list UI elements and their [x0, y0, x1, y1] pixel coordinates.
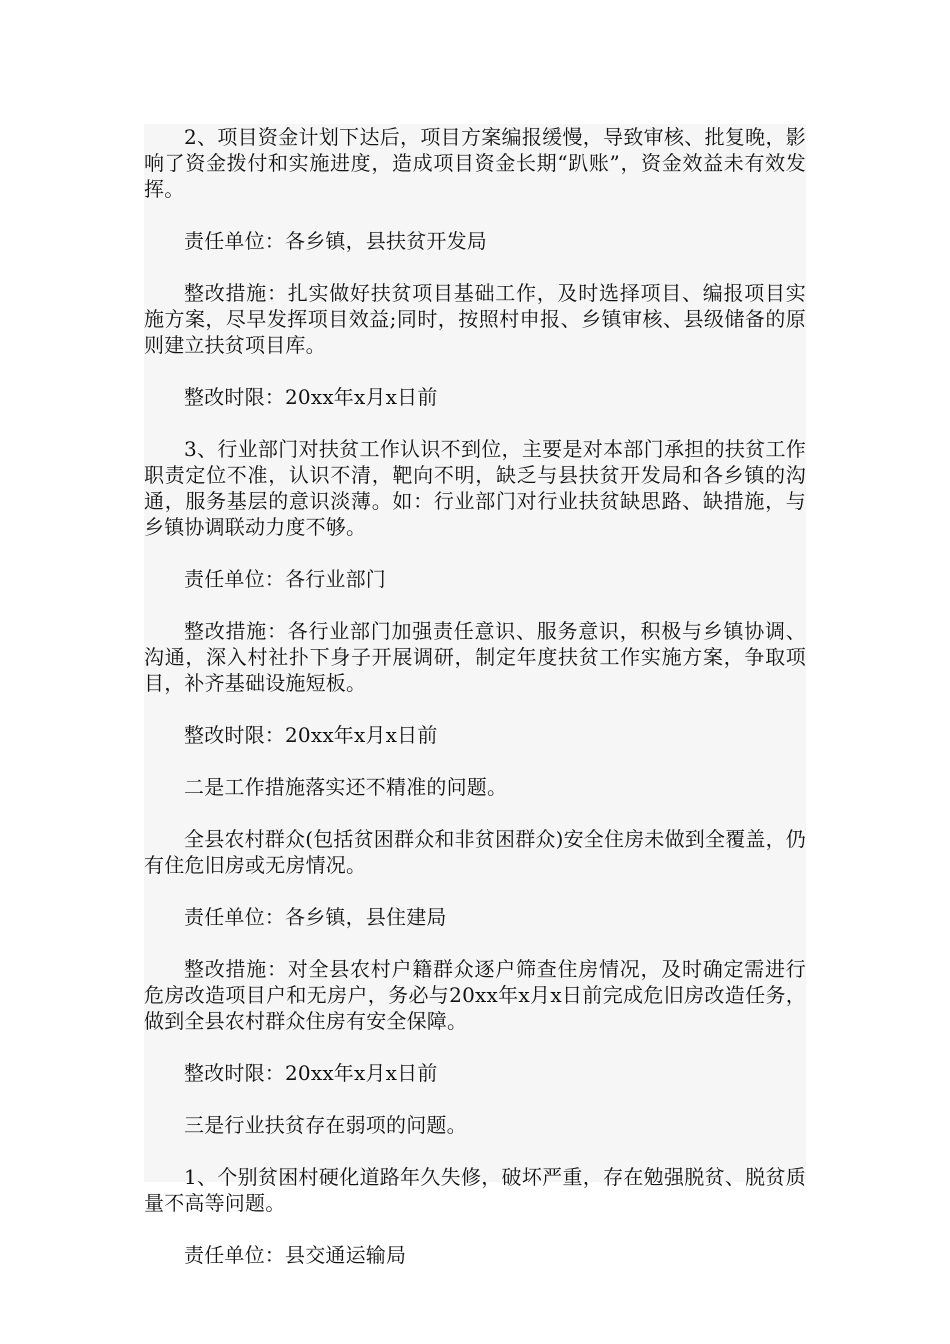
paragraph-gap [144, 410, 806, 436]
paragraph-gap [144, 1086, 806, 1112]
paragraph-3: 整改措施：扎实做好扶贫项目基础工作，及时选择项目、编报项目实施方案，尽早发挥项目效益;同时，按照村申报、乡镇审核、县级储备的原则建立扶贫项目库。 [144, 281, 806, 357]
paragraph-15: 1、个别贫困村硬化道路年久失修，破坏严重，存在勉强脱贫、脱贫质量不高等问题。 [144, 1165, 806, 1215]
paragraph-10: 全县农村群众(包括贫困群众和非贫困群众)安全住房未做到全覆盖，仍有住危旧房或无房情况。 [144, 827, 807, 877]
paragraph-gap [144, 1034, 806, 1060]
paragraph-12: 整改措施：对全县农村户籍群众逐户筛查住房情况，及时确定需进行危房改造项目户和无房户，务必与20xx年x月x日前完成危旧房改造任务，做到全县农村群众住房有安全保障。 [144, 957, 806, 1033]
paragraph-gap [144, 202, 806, 228]
paragraph-gap [144, 1138, 806, 1164]
paragraph-gap [144, 254, 806, 280]
paragraph-16: 责任单位：县交通运输局 [184, 1243, 407, 1267]
paragraph-9: 二是工作措施落实还不精准的问题。 [184, 775, 508, 799]
paragraph-6: 责任单位：各行业部门 [184, 567, 386, 591]
paragraph-7: 整改措施：各行业部门加强责任意识、服务意识，积极与乡镇协调、沟通，深入村社扑下身子开展调研，制定年度扶贫工作实施方案，争取项目，补齐基础设施短板。 [144, 619, 806, 695]
paragraph-gap [144, 592, 806, 618]
paragraph-14: 三是行业扶贫存在弱项的问题。 [184, 1113, 467, 1137]
paragraph-13: 整改时限：20xx年x月x日前 [184, 1061, 438, 1085]
paragraph-4: 整改时限：20xx年x月x日前 [184, 385, 438, 409]
paragraph-5: 3、行业部门对扶贫工作认识不到位，主要是对本部门承担的扶贫工作职责定位不准，认识不清，靶向不明，缺乏与县扶贫开发局和各乡镇的沟通，服务基层的意识淡薄。如：行业部门对行业扶贫缺思路、缺措施，与乡镇协调联动力度不够。 [144, 437, 806, 539]
paragraph-gap [144, 696, 806, 722]
paragraph-gap [144, 748, 806, 774]
paragraph-gap [144, 1216, 806, 1242]
paragraph-gap [144, 540, 806, 566]
paragraph-gap [144, 358, 806, 384]
paragraph-gap [144, 930, 806, 956]
paragraph-1: 2、项目资金计划下达后，项目方案编报缓慢，导致审核、批复晚，影响了资金拨付和实施进度，造成项目资金长期“趴账”，资金效益未有效发挥。 [144, 125, 806, 201]
paragraph-gap [144, 878, 806, 904]
paragraph-gap [144, 800, 806, 826]
paragraph-8: 整改时限：20xx年x月x日前 [184, 723, 438, 747]
document-body [144, 124, 807, 1267]
paragraph-11: 责任单位：各乡镇，县住建局 [184, 905, 447, 929]
paragraph-2: 责任单位：各乡镇，县扶贫开发局 [184, 229, 487, 253]
